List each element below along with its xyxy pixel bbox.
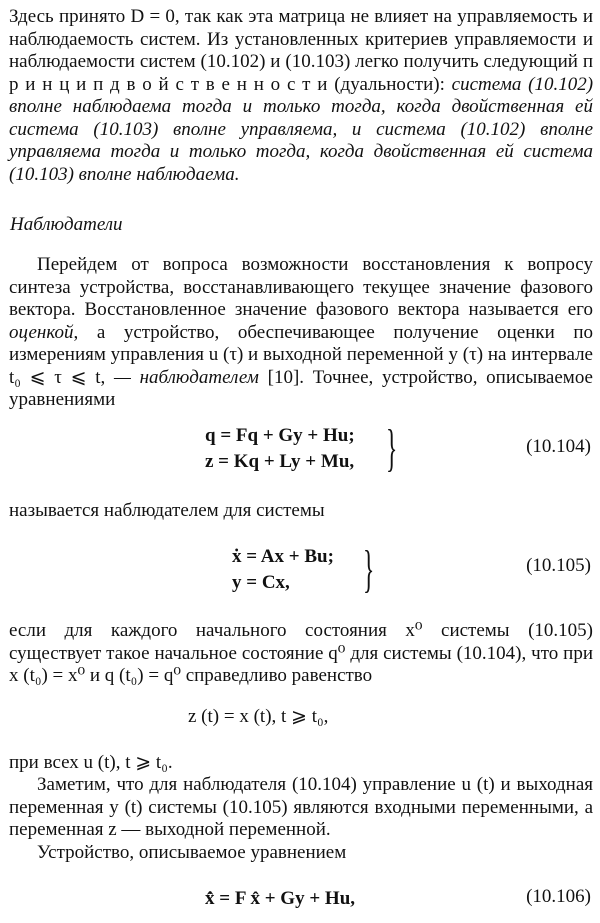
equation-10-106-line1: x̂̇ = F x̂ + Gy + Hu, xyxy=(205,888,356,909)
paragraph-observer-part3: [10]. Точнее, устройство, описываемое уравнениями xyxy=(9,366,593,410)
paragraph-called-observer: называется наблюдателем для системы xyxy=(9,500,325,521)
paragraph-duality-italic: система (10.102) вполне наблюдаема тогда и только тогда, когда двойственная ей система (10.103) вполне управляема, и система (10.102) вполне управляема тогда и только тогда, когда двойственная ей система (10.103) вполне наблюдаема. xyxy=(9,73,594,185)
paragraph-duality xyxy=(9,6,593,186)
equation-10-105-line1: ẋ = Ax + Bu; xyxy=(232,546,334,567)
equation-10-104-number: (10.104) xyxy=(526,436,591,457)
equation-10-106-number: (10.106) xyxy=(526,886,591,907)
paragraph-observer-definition xyxy=(9,254,593,412)
equation-10-104-lines xyxy=(205,423,355,475)
paragraph-device-described: Устройство, описываемое уравнением xyxy=(37,842,347,863)
equation-10-106-lines xyxy=(205,886,355,912)
paragraph-observer-part2: , а устройство, обеспечивающее получение оценки по измерениям управления u (τ) и выходной переменной y (τ) на интервале t₀ ⩽ τ ⩽ t, xyxy=(9,321,593,388)
equation-equality: z (t) = x (t), t ⩾ t₀, xyxy=(188,706,329,727)
equation-10-105-lines xyxy=(232,544,334,596)
equation-10-105-number: (10.105) xyxy=(526,555,591,576)
paragraph-observer-italic-observer: — наблюдателем xyxy=(113,366,259,388)
paragraph-observer-part1: Перейдем от вопроса возможности восстановления к вопросу синтеза устройства, восстанавливающего текущее значение фазового вектора. Восстановленное значение фазового вектора называется его xyxy=(9,254,593,320)
equation-10-105-brace: } xyxy=(363,541,375,598)
paragraph-initial-state: если для каждого начального состояния x⁰ системы (10.105) существует такое начальное состояние q⁰ для системы (10.104), что при x (t₀) = x⁰ и q (t₀) = q⁰ справедливо равенство xyxy=(9,620,593,686)
equation-10-104-line2: z = Kq + Ly + Mu, xyxy=(205,451,355,472)
equation-10-104-brace: } xyxy=(386,420,398,477)
paragraph-note-inputs: Заметим, что для наблюдателя (10.104) управление u (t) и выходная переменная y (t) системы (10.105) являются входными переменными, а переменная z — выходной переменной. xyxy=(9,774,593,840)
equation-10-104-line1: q = Fq + Gy + Hu; xyxy=(205,425,355,446)
paragraph-duality-text: Здесь принято D = 0, так как эта матрица не влияет на управляемость и наблюдаемость систем. Из установленных критериев управляемости и наблюдаемости систем (10.102) и (10.103) легко получить следующий п р и н ц и п д в о й с т в е н н о с т и (дуальности): xyxy=(9,6,593,95)
equation-10-105-line2: y = Cx, xyxy=(232,572,290,593)
paragraph-observer-italic-estimate: оценкой xyxy=(9,321,74,343)
section-heading-observers: Наблюдатели xyxy=(10,214,123,235)
paragraph-for-all: при всех u (t), t ⩾ t₀. xyxy=(9,752,173,773)
